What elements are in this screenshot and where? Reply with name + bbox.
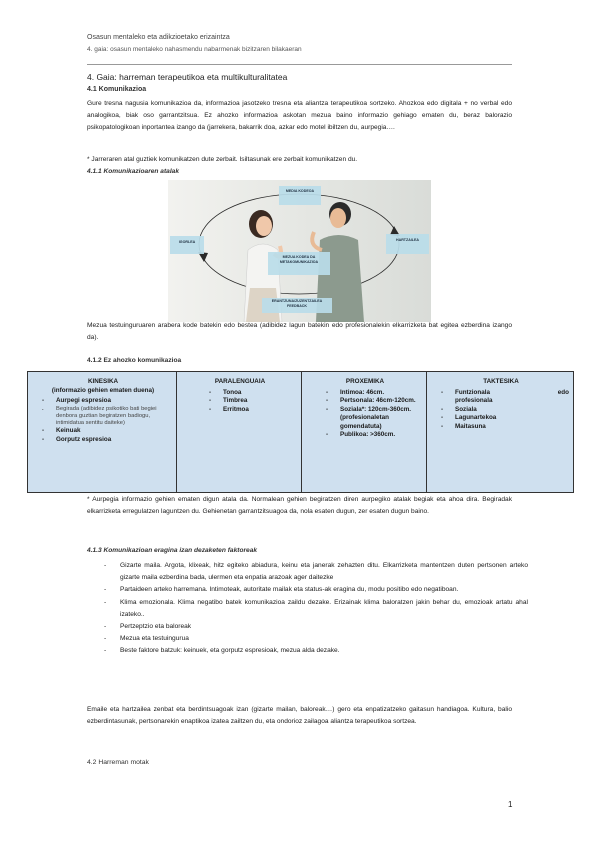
kinesika-title: KINESIKA: [87, 378, 119, 385]
factor-item: - Klima emozionala. Klima negatibo batek komunikazioa zaildu dezake. Erizainak klima baloratzen jakin behar du, emozioak artatu ahal izateko..: [120, 597, 528, 621]
cycle-arrow-ring: [199, 194, 399, 294]
media-kodeoa-box: MEDIA KODEOA: [279, 186, 321, 205]
heading-4-1-2: 4.1.2 Ez ahozko komunikazioa: [87, 357, 182, 364]
proxemika-title: PROXEMIKA: [345, 378, 385, 385]
proxemika-item: - Soziala*: 120cm-360cm. (profesionaletan gomendatuta): [340, 406, 422, 432]
kinesika-item: - Gorputz espresioa: [56, 436, 172, 445]
heading-4-1: 4.1 Komunikazioa: [87, 86, 147, 93]
col-kinesika: [28, 372, 177, 493]
aurpegia-note: * Aurpegia informazio gehien ematen digun atala da. Normalean gehien begiratzen diren aurpegiko atalak begiak eta ahoa dira. Begiradak elkarrizketa erregulatzen laguntzen du. Gehienetan garrantzitsuagoa da, nola esaten dugun, zer esaten dugun baino.: [87, 496, 512, 516]
taktesika-title: TAKTESIKA: [483, 378, 519, 385]
hartzailea-box: HARTZAILEA: [386, 234, 429, 254]
factor-item: - Beste faktore batzuk: keinuek, eta gorputz espresioak, mezua alda dezake.: [120, 645, 528, 657]
kinesika-subtitle: (informazio gehien ematen duena): [51, 386, 155, 394]
page-number: 1: [508, 800, 513, 809]
col-taktesika: [427, 372, 574, 493]
paralenguaia-item: - Erritmoa: [223, 406, 297, 415]
taktesika-profesionala: profesionala: [455, 397, 493, 404]
proxemika-item: - Publikoa: >360cm.: [340, 431, 422, 440]
proxemika-item: - Pertsonala: 46cm-120cm.: [340, 397, 422, 406]
closing-paragraph: Emaile eta hartzailea zenbat eta berdintsuagoak izan (gizarte mailan, baloreak…) gero eta enpatizatzeko gaitasun handiagoa. Kultura, balio ezberdintasunak, pertsonarekin enaptikoa izatea zailtzen du, eta ondorioz zailagoa aliantza terapeutikoa sortzea.: [87, 706, 512, 726]
igorlea-box: IGORLEA: [170, 236, 204, 254]
running-header-title: Osasun mentaleko eta adikzioetako erizaintza: [87, 34, 230, 41]
heading-4-2: 4.2 Harreman motak: [87, 759, 149, 766]
heading-4-1-1: 4.1.1 Komunikazioaren atalak: [87, 168, 179, 175]
factor-item: - Partaideen arteko harremana. Intimoteak, autoritate mailak eta status-ak eragina du, modu positibo edo negatiboan.: [120, 584, 528, 596]
nonverbal-table: [27, 371, 574, 493]
communication-figure: [168, 180, 431, 322]
factors-list: [104, 560, 528, 658]
col-paralenguaia: [177, 372, 302, 493]
taktesika-item: - Lagunartekoa: [455, 414, 569, 423]
factor-item: - Gizarte maila. Argota, klixeak, hitz egiteko abiadura, keinu eta janerak zehazten ditu. Elkarrizketa mantentzen duten pertsonen arteko gizarte maila ezberdina bada, ulermen eta enpatia arazoak ager daitezke: [120, 560, 528, 584]
proxemika-item: - Intimoa: 46cm.: [340, 389, 422, 398]
kinesika-note: . Begirada (adibidez psikotiko bati begiei denbora guztian begiratzen badiogu, intimidatua sentitu daiteke): [56, 406, 172, 428]
running-header-subtitle: 4. gaia: osasun mentaleko nahasmendu nabarmenak bizitzaren bilakaeran: [87, 46, 302, 53]
paralenguaia-title: PARALENGUAIA: [214, 378, 266, 385]
figure-caption: Mezua testuinguruaren arabera kode batekin edo bestea (adibidez lagun batekin edo profesionalekin elkarrizketa bat egitea ezberdina izango da).: [87, 322, 512, 342]
factor-item: - Pertzeptzio eta baloreak: [120, 621, 528, 633]
factor-item: - Mezua eta testuingurua: [120, 633, 528, 645]
paralenguaia-item: - Timbrea: [223, 397, 297, 406]
heading-4-1-3: 4.1.3 Komunikazioan eragina izan dezaketen faktoreak: [87, 547, 258, 554]
section-title: 4. Gaia: harreman terapeutikoa eta multikulturalitatea: [87, 72, 288, 82]
mezua-box: MEZUA KODEA DA METAKOMUNIKAZIOA: [268, 252, 330, 275]
taktesika-funtzionala: - Funtzionala: [455, 388, 490, 396]
taktesika-edo: edo: [557, 388, 569, 396]
col-proxemika: [302, 372, 427, 493]
header-rule: [87, 64, 512, 65]
kinesika-item: - Keinuak: [56, 427, 172, 436]
para-jarrera-note: * Jarreraren atal guztiek komunikatzen dute zerbait. Isiltasunak ere zerbait komunikatzen du.: [87, 156, 358, 163]
paralenguaia-item: - Tonoa: [223, 389, 297, 398]
taktesika-item: - Soziala: [455, 406, 569, 415]
para-komunikazioa: Gure tresna nagusia komunikazioa da, informazioa jasotzeko tresna eta aliantza terapeutikoa sortzeko. Ahozkoa edo digitala + no verbal edo analogikoa, biak oso garrantzitsua. Ez ahozko informazioa askotan mezua baino informazio gehiago ematen du, beraz balorazio psikopatologikoan inportantea izango da (jarrekera, bakarrik doa, azkar edo motel ibiltzen du, aurpegia….: [87, 100, 512, 132]
taktesika-item: [455, 389, 569, 406]
kinesika-item: - Aurpegi espresioa: [56, 397, 172, 406]
feedback-box: ERANTZUNA/ZUZENTZAILEA FEEDBACK: [262, 298, 332, 313]
taktesika-item: - Maitasuna: [455, 423, 569, 432]
